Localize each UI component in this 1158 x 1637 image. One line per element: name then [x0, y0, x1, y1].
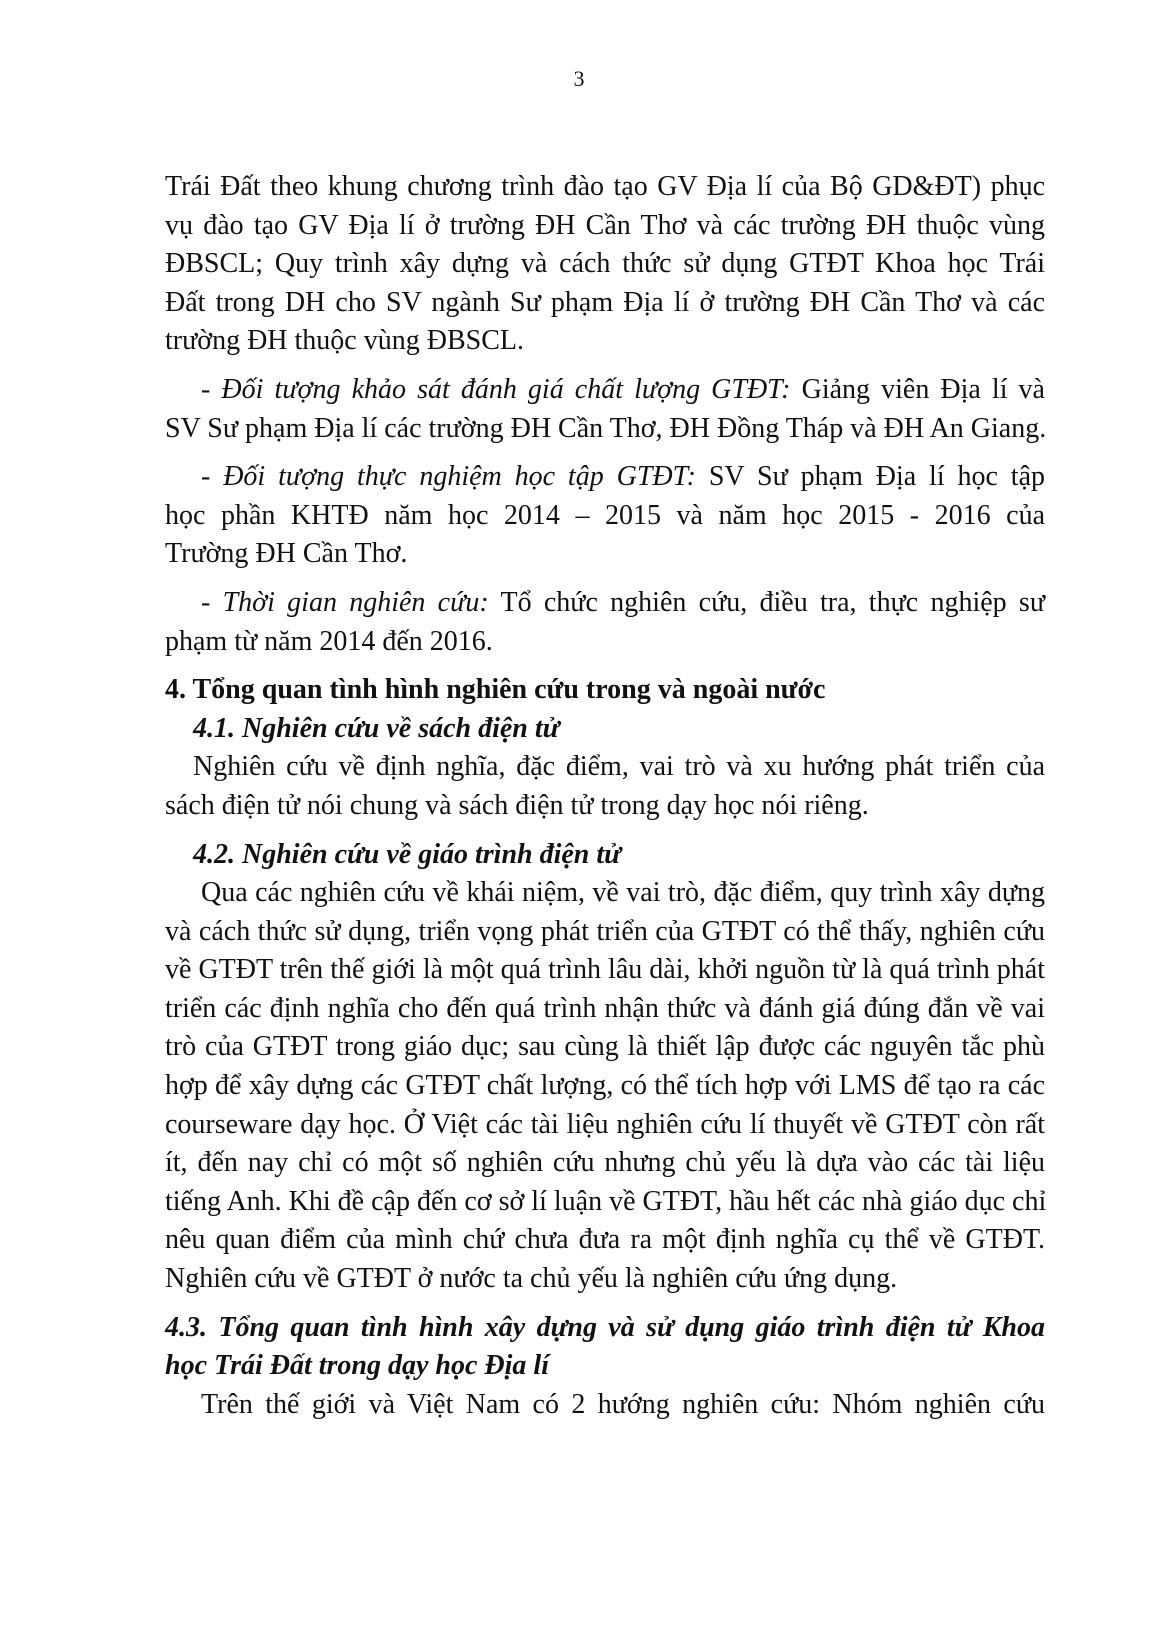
- text-line: tiếng Anh. Khi đề cập đến cơ sở lí luận về GTĐT, hầu hết các nhà giáo dục chỉ: [165, 1185, 1047, 1217]
- text-line: trường ĐH thuộc vùng ĐBSCL.: [165, 325, 524, 357]
- text-line: về GTĐT trên thế giới là một quá trình lâu dài, khởi nguồn từ là quá trình phát: [165, 954, 1045, 986]
- text-line: và cách thức sử dụng, triển vọng phát triển của GTĐT có thể thấy, nghiên cứu: [165, 915, 1045, 947]
- text-line: [165, 371, 1045, 410]
- text-line: [165, 458, 1045, 497]
- text-line: phạm từ năm 2014 đến 2016.: [165, 625, 493, 657]
- text-line: vụ đào tạo GV Địa lí ở trường ĐH Cần Thơ và các trường ĐH thuộc vùng: [165, 209, 1045, 241]
- italic-label: - Đối tượng thực nghiệm học tập GTĐT:: [201, 461, 696, 493]
- text-span: SV Sư phạm Địa lí học tập: [695, 461, 1045, 493]
- text-line: trò của GTĐT trong giáo dục; sau cùng là thiết lập được các nguyên tắc phù: [165, 1031, 1045, 1063]
- text-line: Nghiên cứu về GTĐT ở nước ta chủ yếu là nghiên cứu ứng dụng.: [165, 1263, 898, 1295]
- text-span: Tổ chức nghiên cứu, điều tra, thực nghiệp sư: [488, 586, 1045, 618]
- text-line: Trái Đất theo khung chương trình đào tạo GV Địa lí của Bộ GD&ĐT) phục: [165, 171, 1045, 202]
- text-line: học phần KHTĐ năm học 2014 – 2015 và năm học 2015 - 2016 của: [165, 499, 1045, 531]
- text-line: SV Sư phạm Địa lí các trường ĐH Cần Thơ, ĐH Đồng Tháp và ĐH An Giang.: [165, 412, 1047, 444]
- text-line: ít, đến nay chỉ có một số nghiên cứu nhưng chủ yếu là dựa vào các tài liệu: [165, 1147, 1045, 1179]
- text-line: Nghiên cứu về định nghĩa, đặc điểm, vai trò và xu hướng phát triển của: [193, 751, 1045, 783]
- text-line: nêu quan điểm của mình chứ chưa đưa ra một định nghĩa cụ thể về GTĐT.: [165, 1224, 1045, 1256]
- italic-label: - Đối tượng khảo sát đánh giá chất lượng GTĐT:: [201, 373, 791, 405]
- text-line: Đất trong DH cho SV ngành Sư phạm Địa lí ở trường ĐH Cần Thơ và các: [165, 286, 1045, 318]
- text-line: hợp để xây dựng các GTĐT chất lượng, có thể tích hợp với LMS để tạo ra các: [165, 1070, 1045, 1102]
- italic-label: - Thời gian nghiên cứu:: [201, 586, 489, 618]
- text-line: [165, 584, 1045, 623]
- document-body: [165, 168, 1045, 1424]
- text-line: courseware dạy học. Ở Việt các tài liệu nghiên cứu lí thuyết về GTĐT còn rất: [165, 1108, 1045, 1140]
- section-heading: 4. Tổng quan tình hình nghiên cứu trong và ngoài nước: [165, 674, 826, 706]
- text-line: sách điện tử nói chung và sách điện tử trong dạy học nói riêng.: [165, 789, 869, 821]
- subsection-heading: 4.2. Nghiên cứu về giáo trình điện tử: [193, 838, 621, 870]
- subsection-heading: 4.3. Tổng quan tình hình xây dựng và sử dụng giáo trình điện tử Khoa: [165, 1311, 1045, 1343]
- subsection-heading: 4.1. Nghiên cứu về sách điện tử: [193, 712, 560, 744]
- text-line: Trên thế giới và Việt Nam có 2 hướng nghiên cứu: Nhóm nghiên cứu: [201, 1388, 1045, 1420]
- text-line: triển các định nghĩa cho đến quá trình nhận thức và đánh giá đúng đắn về vai: [165, 992, 1045, 1024]
- text-line: Qua các nghiên cứu về khái niệm, về vai trò, đặc điểm, quy trình xây dựng: [201, 877, 1045, 909]
- text-line: Trường ĐH Cần Thơ.: [165, 538, 408, 570]
- text-line: ĐBSCL; Quy trình xây dựng và cách thức sử dụng GTĐT Khoa học Trái: [165, 248, 1045, 280]
- page-number: 3: [573, 66, 585, 91]
- text-span: Giảng viên Địa lí và: [790, 373, 1045, 405]
- subsection-heading-cont: học Trái Đất trong dạy học Địa lí: [165, 1350, 549, 1382]
